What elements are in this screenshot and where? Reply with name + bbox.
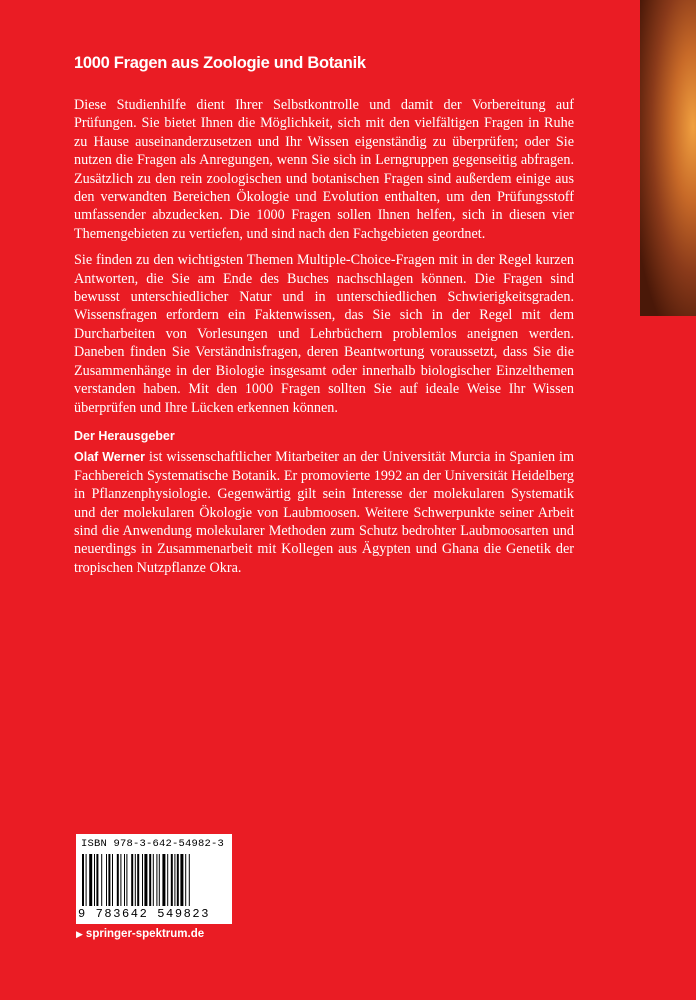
publisher-website[interactable] [76, 928, 204, 940]
barcode-bar [185, 854, 186, 906]
barcode-bar [153, 854, 154, 906]
barcode-bar [135, 854, 136, 906]
editor-name: Olaf Werner [74, 450, 146, 465]
barcode-bar [101, 854, 102, 906]
barcode-bar [149, 854, 151, 906]
barcode-bar [120, 854, 121, 906]
barcode-bar [177, 854, 179, 906]
barcode-bar [171, 854, 173, 906]
barcode-bar [162, 854, 165, 906]
barcode-bar [167, 854, 168, 906]
isbn-label: ISBN 978-3-642-54982-3 [81, 838, 225, 850]
barcode-bar [82, 854, 84, 906]
barcode-bar [94, 854, 95, 906]
editor-heading: Der Herausgeber [74, 428, 175, 443]
barcode-bar [106, 854, 107, 906]
barcode-bar [159, 854, 160, 906]
barcode-bar [142, 854, 143, 906]
barcode-bar [131, 854, 133, 906]
editor-bio-paragraph [74, 448, 574, 577]
barcode-bar [156, 854, 157, 906]
barcode-bar [86, 854, 87, 906]
barcode-bar [89, 854, 92, 906]
barcode-bar [174, 854, 175, 906]
editor-bio: ist wissenschaftlicher Mitarbeiter an der Universität Murcia in Spanien im Fachbereich Systematische Botanik. Er promovierte 1992 an der Universität Heidelberg in Pflanzenphysiologie. Gegenwärtig gilt sein Interesse der molekularen Systematik und der molekularen Ökologie von Laubmoosen. Weitere Schwerpunkte seiner Arbeit sind die Anwendung molekularer Methoden zum Schutz bedrohter Laubmoosarten und neuerdings in Zusammenarbeit mit Kollegen aus Ägypten und Ghana die Genetik der tropischen Nutzpflanze Okra. [74, 449, 575, 576]
barcode-bar [126, 854, 127, 906]
barcode-bar [189, 854, 190, 906]
barcode-bar [112, 854, 113, 906]
barcode-bar [144, 854, 147, 906]
cover-photo-strip [640, 0, 696, 316]
blurb-paragraph-2: Sie finden zu den wichtigsten Themen Multiple-Choice-Fragen mit in der Regel kurzen Antworten, die Sie am Ende des Buches nachschlagen können. Die Fragen sind bewusst unterschiedlicher Natur und in unterschiedlichen Schwierigkeitsgraden. Wissensfragen erfordern ein Faktenwissen, das Sie sich in der Regel mit dem Durcharbeiten von Vorlesungen und Lehrbüchern problemlos aneignen werden. Daneben finden Sie Verständnisfragen, deren Beantwortung voraussetzt, dass Sie die Zusammenhänge in der Biologie insgesamt oder innerhalb biologischer Einzelthemen verstanden haben. Mit den 1000 Fragen sollten Sie auf ideale Weise Ihr Wissen überprüfen und Ihre Lücken erkennen können. [74, 252, 574, 416]
barcode-bar [124, 854, 125, 906]
barcode-bar [117, 854, 119, 906]
barcode-bar [96, 854, 98, 906]
website-label: springer-spektrum.de [85, 928, 205, 940]
barcode-bar [180, 854, 183, 906]
barcode-bar [137, 854, 139, 906]
blurb-paragraph-1: Diese Studienhilfe dient Ihrer Selbstkontrolle und damit der Vorbereitung auf Prüfungen. Sie bietet Ihnen die Möglichkeit, sich mit den vielfältigen Fragen in Ruhe zu Hause auseinanderzusetzen und Ihr Wissen eigenständig zu überprüfen; oder Sie nutzen die Fragen als Anregungen, wenn Sie sich in Lerngruppen gegenseitig abfragen. Zusätzlich zu den rein zoologischen und botanischen Fragen sind außerdem einige aus den verwandten Bereichen Ökologie und Evolution enthalten, um den Prüfungsstoff umfassender abzudecken. Die 1000 Fragen sollen Ihnen helfen, sich in diesen vier Themengebieten zu vertiefen, und sind nach den Fachgebieten geordnet. [74, 97, 574, 242]
triangle-right-icon: ▶ [76, 929, 83, 939]
blurb [74, 96, 574, 585]
barcode-digits: 9 783642 549823 [78, 907, 211, 921]
isbn-barcode-box [76, 834, 232, 924]
barcode [82, 854, 226, 906]
barcode-bar [108, 854, 110, 906]
book-title: 1000 Fragen aus Zoologie und Botanik [74, 54, 366, 72]
